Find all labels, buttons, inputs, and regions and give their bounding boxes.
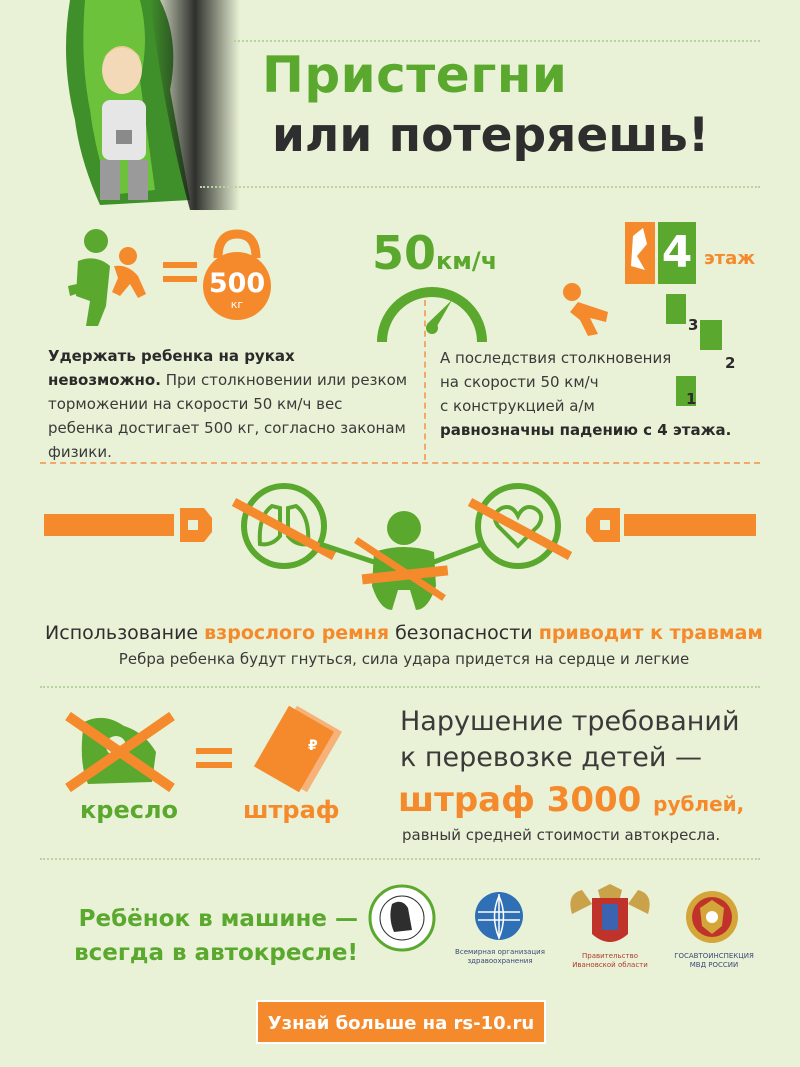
floor-badge-number: 4 (661, 227, 693, 278)
belt-caption-3: безопасности (389, 622, 539, 644)
floor-step-2-label: 2 (725, 354, 736, 372)
region-caption (560, 952, 660, 970)
fine-label: штраф (243, 796, 340, 824)
footer-slogan-line1: Ребёнок в машине — (78, 906, 358, 932)
fine-amount-currency: рублей, (653, 792, 745, 816)
ticket-ruble-sign: ₽ (308, 738, 318, 754)
weight-body: При столкновении или резком торможении на скорости 50 км/ч вес ребенка достигает 500 кг, согласно законам физики. (48, 371, 408, 461)
falling-child-icon (560, 278, 630, 338)
weight-badge-unit: кг (230, 298, 244, 311)
floor-step-3-label: 3 (688, 316, 699, 334)
section3-bottom-divider (40, 858, 760, 860)
belt-subcaption: Ребра ребенка будут гнуться, сила удара придется на сердце и легкие (118, 650, 690, 668)
section1-bottom-divider (40, 462, 760, 464)
speed-text-3: с конструкцией а/м (440, 397, 595, 415)
gibdd-emblem (682, 888, 742, 946)
belt-caption-1: Использование (45, 622, 205, 644)
gibdd-caption-2: МВД РОССИИ (689, 961, 739, 969)
violation-line1: Нарушение требований (400, 706, 740, 737)
fine-amount-value: штраф 3000 (398, 780, 642, 820)
speed-text-4: равнозначны падению с 4 этажа. (440, 421, 732, 439)
floor-label: этаж (704, 248, 756, 269)
who-caption-1: Всемирная организация (455, 948, 545, 956)
child-seat-emblem (368, 884, 436, 952)
learn-more-link[interactable]: Узнай больше на rs-10.ru (256, 1000, 546, 1044)
speed-unit: км/ч (436, 247, 498, 275)
belt-caption-2: взрослого ремня (204, 622, 390, 644)
speed-text-1: А последствия столкновения (440, 349, 672, 367)
speed-number: 50 (372, 226, 437, 280)
who-caption (450, 948, 550, 966)
page-title-line2: или потеряешь! (272, 108, 710, 163)
car-seat-photo (40, 0, 240, 210)
belt-caption (44, 622, 764, 644)
seat-belt-illustration (44, 478, 756, 614)
gibdd-caption (664, 952, 764, 970)
violation-text (400, 704, 760, 776)
violation-line2: к перевозке детей — (400, 742, 702, 773)
car-seat-label: кресло (80, 796, 179, 824)
floor-step-1-label: 1 (686, 390, 697, 408)
gibdd-caption-1: ГОСАВТОИНСПЕКЦИЯ (674, 952, 754, 960)
weight-lead: Удержать ребенка на руках невозможно. (48, 347, 295, 389)
who-logo (468, 888, 530, 944)
floor-step-3 (666, 294, 686, 324)
weight-section-text (48, 344, 408, 464)
region-coat-of-arms (562, 884, 658, 954)
region-caption-1: Правительство (582, 952, 638, 960)
page-title-line1: Пристегни (262, 46, 568, 104)
speed-text-2: на скорости 50 км/ч (440, 373, 599, 391)
fine-subtext: равный средней стоимости автокресла. (402, 826, 721, 844)
crossed-car-seat-icon (64, 712, 176, 792)
header-divider-top (230, 40, 760, 42)
header-divider-bottom (200, 186, 760, 188)
belt-caption-4: приводит к травмам (538, 622, 763, 644)
region-caption-2: Ивановской области (572, 961, 648, 969)
speed-value (372, 226, 497, 280)
footer-slogan-line2: всегда в автокресле! (74, 940, 358, 966)
fine-amount (398, 780, 744, 820)
footer-slogan (58, 902, 358, 970)
speed-section-text (440, 346, 740, 442)
equals-sign (163, 262, 197, 286)
parent-holding-child-icon (58, 226, 158, 326)
section2-bottom-divider (40, 686, 760, 688)
equals-sign-2 (196, 748, 232, 772)
who-caption-2: здравоохранения (467, 957, 533, 965)
speedometer-icon (372, 284, 492, 344)
fine-ticket-icon (248, 704, 344, 794)
weight-badge-value: 500 (208, 268, 266, 299)
